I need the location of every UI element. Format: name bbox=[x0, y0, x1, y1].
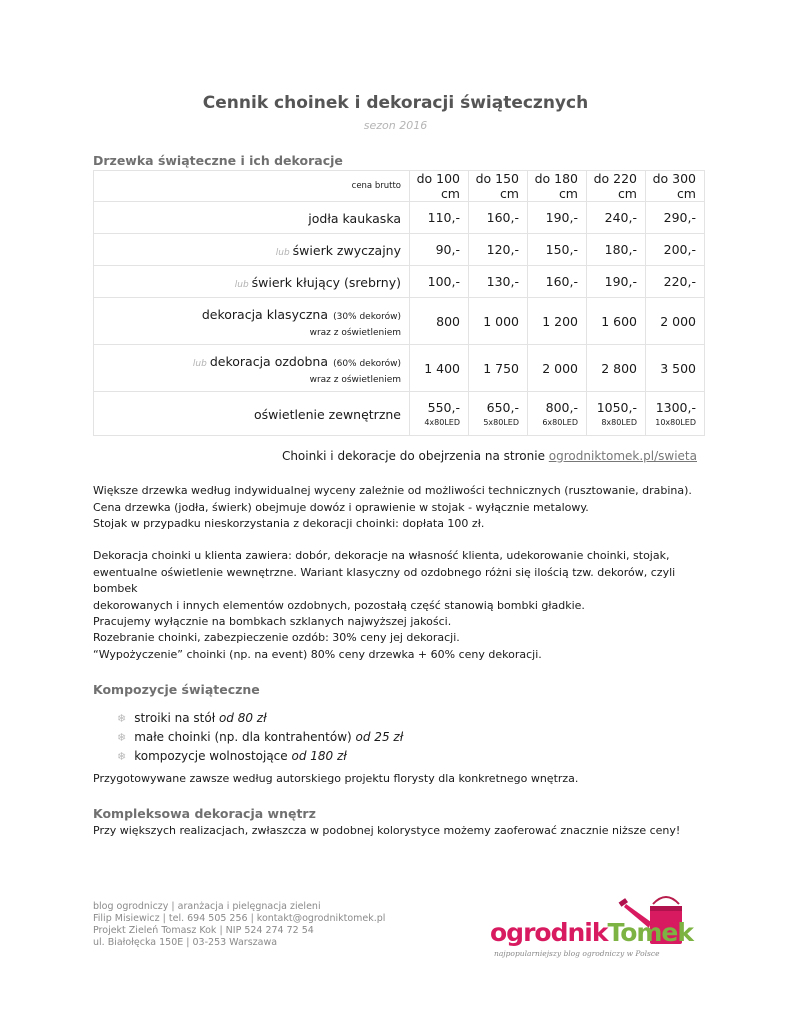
price-cell: 2 000 bbox=[646, 298, 705, 345]
item-price: od 180 zł bbox=[291, 749, 347, 763]
price-cell: 3 500 bbox=[646, 345, 705, 392]
price-cell: 1 600 bbox=[587, 298, 646, 345]
table-row bbox=[94, 202, 705, 234]
interior-text: Przy większych realizacjach, zwłaszcza w podobnej kolorystyce możemy zaoferować znacznie niższe ceny! bbox=[93, 824, 681, 837]
row-subtext: wraz z oświetleniem bbox=[309, 328, 401, 338]
item-name: małe choinki (np. dla kontrahentów) bbox=[134, 730, 352, 744]
list-item bbox=[117, 709, 403, 728]
text-line: Rozebranie choinki, zabezpieczenie ozdób: 30% ceny jej dekoracji. bbox=[93, 631, 460, 644]
column-header: do 300 cm bbox=[646, 171, 705, 202]
column-header: do 150 cm bbox=[469, 171, 528, 202]
footer-line: blog ogrodniczy | aranżacja i pielęgnacja zieleni bbox=[93, 901, 321, 912]
row-label bbox=[94, 266, 410, 298]
price-cell: 1 400 bbox=[410, 345, 469, 392]
item-price: od 25 zł bbox=[355, 730, 404, 744]
row-name: oświetlenie zewnętrzne bbox=[254, 407, 401, 422]
price-cell: 90,- bbox=[410, 234, 469, 266]
row-label bbox=[94, 234, 410, 266]
gallery-note bbox=[282, 449, 697, 463]
price-cell: 160,- bbox=[469, 202, 528, 234]
price-cell: 160,- bbox=[528, 266, 587, 298]
price-cell bbox=[646, 392, 705, 436]
paragraph-trees bbox=[93, 483, 713, 533]
row-name: świerk zwyczajny bbox=[292, 243, 401, 258]
item-name: stroiki na stół bbox=[134, 711, 216, 725]
text-line: ewentualne oświetlenie wewnętrzne. Wariant klasyczny od ozdobnego różni się ilością tzw. dekorów, czyli bombek bbox=[93, 565, 676, 595]
price-cell: 2 800 bbox=[587, 345, 646, 392]
paragraph-decoration bbox=[93, 548, 713, 631]
led-spec: 8x80LED bbox=[601, 418, 637, 427]
footer-contact bbox=[93, 901, 385, 949]
table-row bbox=[94, 266, 705, 298]
snowflake-icon: ❄ bbox=[117, 750, 127, 763]
compositions-list bbox=[117, 709, 403, 766]
price-cell: 190,- bbox=[587, 266, 646, 298]
row-label bbox=[94, 345, 410, 392]
column-header: do 100 cm bbox=[410, 171, 469, 202]
column-header: do 220 cm bbox=[587, 171, 646, 202]
text-line: Dekoracja choinki u klienta zawiera: dobór, dekoracje na własność klienta, udekorowanie choinki, stojak, bbox=[93, 549, 670, 562]
price-cell bbox=[587, 392, 646, 436]
row-name: świerk kłujący (srebrny) bbox=[251, 275, 401, 290]
row-subtext: wraz z oświetleniem bbox=[309, 375, 401, 385]
section-heading-interior: Kompleksowa dekoracja wnętrz bbox=[93, 806, 316, 821]
paragraph-dismantling bbox=[93, 630, 713, 663]
text-line: Cena drzewka (jodła, świerk) obejmuje dowóz i oprawienie w stojak - wyłącznie metalowy. bbox=[93, 500, 589, 514]
price-cell: 130,- bbox=[469, 266, 528, 298]
row-label bbox=[94, 298, 410, 345]
text-line: “Wypożyczenie” choinki (np. na event) 80% ceny drzewka + 60% ceny dekoracji. bbox=[93, 647, 542, 661]
text-line: Większe drzewka według indywidualnej wyceny zależnie od możliwości technicznych (rusztowanie, drabina). bbox=[93, 484, 692, 497]
row-prefix: lub bbox=[234, 280, 249, 290]
footer-line: Filip Misiewicz | tel. 694 505 256 | kontakt@ogrodniktomek.pl bbox=[93, 913, 386, 924]
section-heading-trees: Drzewka świąteczne i ich dekoracje bbox=[93, 153, 343, 168]
table-row bbox=[94, 298, 705, 345]
price-value: 650,- bbox=[486, 400, 519, 415]
gallery-note-text: Choinki i dekoracje do obejrzenia na stronie bbox=[281, 449, 545, 463]
price-cell bbox=[528, 392, 587, 436]
price-value: 1050,- bbox=[596, 400, 637, 415]
row-prefix: lub bbox=[192, 359, 207, 369]
footer-line: Projekt Zieleń Tomasz Kok | NIP 524 274 72 54 bbox=[93, 925, 314, 936]
price-cell: 150,- bbox=[528, 234, 587, 266]
compositions-note: Przygotowywane zawsze według autorskiego projektu florysty dla konkretnego wnętrza. bbox=[93, 772, 579, 785]
price-cell: 190,- bbox=[528, 202, 587, 234]
item-name: kompozycje wolnostojące bbox=[134, 749, 288, 763]
price-value: 550,- bbox=[427, 400, 460, 415]
page-subtitle: sezon 2016 bbox=[363, 119, 428, 132]
price-cell: 290,- bbox=[646, 202, 705, 234]
price-cell: 2 000 bbox=[528, 345, 587, 392]
price-cell: 800 bbox=[410, 298, 469, 345]
led-spec: 4x80LED bbox=[424, 418, 460, 427]
row-name: dekoracja klasyczna bbox=[201, 307, 328, 322]
price-cell bbox=[469, 392, 528, 436]
text-line: dekorowanych i innych elementów ozdobnych, pozostałą część stanowią bombki gładkie. bbox=[93, 598, 585, 612]
price-cell: 180,- bbox=[587, 234, 646, 266]
table-row bbox=[94, 345, 705, 392]
price-cell: 1 750 bbox=[469, 345, 528, 392]
snowflake-icon: ❄ bbox=[117, 712, 127, 725]
price-cell: 1 000 bbox=[469, 298, 528, 345]
row-name: jodła kaukaska bbox=[308, 211, 401, 226]
gallery-link[interactable]: ogrodniktomek.pl/swieta bbox=[548, 449, 697, 463]
price-value: 800,- bbox=[545, 400, 578, 415]
item-price: od 80 zł bbox=[218, 711, 267, 725]
table-row bbox=[94, 392, 705, 436]
row-label bbox=[94, 392, 410, 436]
logo-wordmark bbox=[490, 918, 693, 947]
price-cell: 1 200 bbox=[528, 298, 587, 345]
price-cell: 240,- bbox=[587, 202, 646, 234]
list-item bbox=[117, 728, 403, 747]
row-label bbox=[94, 202, 410, 234]
led-spec: 5x80LED bbox=[483, 418, 519, 427]
column-header: do 180 cm bbox=[528, 171, 587, 202]
price-cell: 220,- bbox=[646, 266, 705, 298]
row-prefix: lub bbox=[275, 248, 290, 258]
price-cell: 200,- bbox=[646, 234, 705, 266]
led-spec: 10x80LED bbox=[655, 418, 696, 427]
price-cell: 110,- bbox=[410, 202, 469, 234]
row-percent: (60% dekorów) bbox=[333, 359, 401, 369]
row-name: dekoracja ozdobna bbox=[209, 354, 328, 369]
list-item bbox=[117, 747, 403, 766]
page-title: Cennik choinek i dekoracji świątecznych bbox=[202, 93, 589, 113]
led-spec: 6x80LED bbox=[542, 418, 578, 427]
logo-text-a: ogrodnik bbox=[490, 918, 608, 947]
table-row bbox=[94, 234, 705, 266]
price-value: 1300,- bbox=[655, 400, 696, 415]
header-price-label: cena brutto bbox=[94, 171, 410, 202]
text-line: Pracujemy wyłącznie na bombkach szklanych najwyższej jakości. bbox=[93, 615, 452, 628]
price-table bbox=[93, 170, 705, 436]
table-header-row bbox=[94, 171, 705, 202]
logo-text-b: Tomek bbox=[607, 918, 694, 947]
row-percent: (30% dekorów) bbox=[333, 312, 401, 322]
price-cell: 100,- bbox=[410, 266, 469, 298]
text-line: Stojak w przypadku nieskorzystania z dekoracji choinki: dopłata 100 zł. bbox=[93, 517, 485, 530]
logo-tagline: najpopularniejszy blog ogrodniczy w Polsce bbox=[494, 949, 660, 958]
snowflake-icon: ❄ bbox=[117, 731, 127, 744]
section-heading-compositions: Kompozycje świąteczne bbox=[93, 682, 260, 697]
price-cell: 120,- bbox=[469, 234, 528, 266]
logo bbox=[490, 892, 700, 964]
price-cell bbox=[410, 392, 469, 436]
footer-line: ul. Białołęcka 150E | 03-253 Warszawa bbox=[93, 937, 278, 948]
